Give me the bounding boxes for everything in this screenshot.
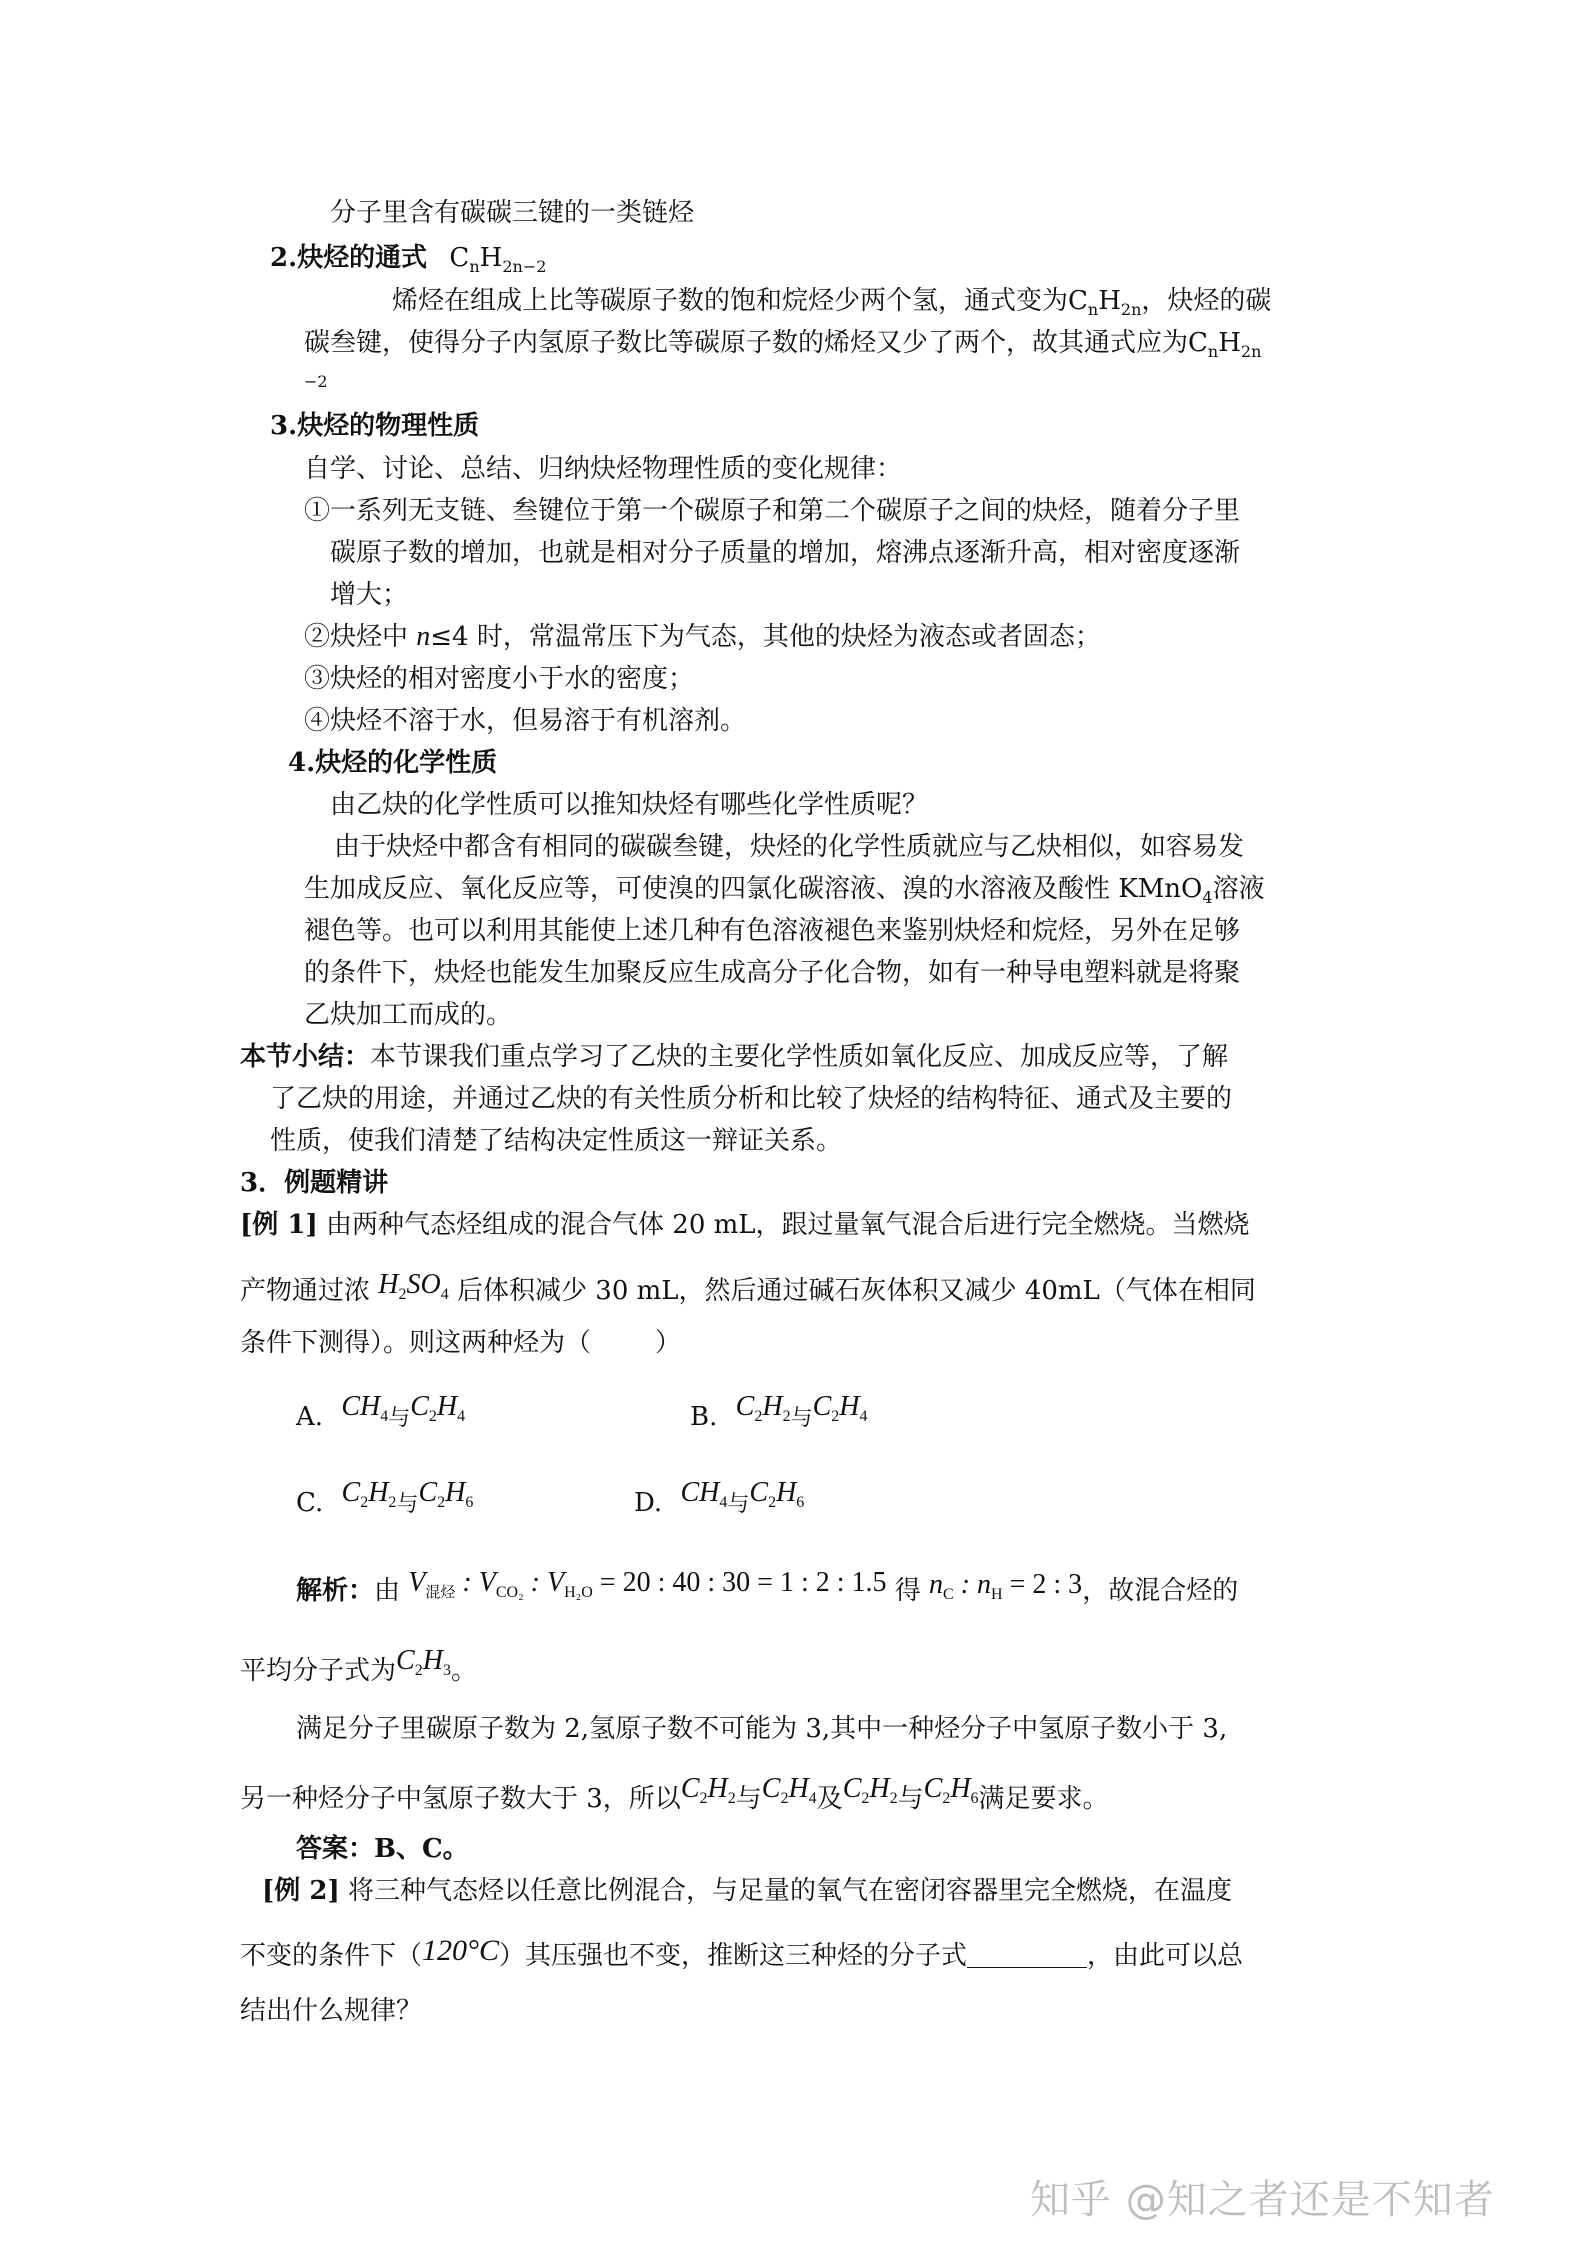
physical-item-1c: 增大；: [330, 580, 409, 610]
reasoning-line-2: 另一种烃分子中氢原子数大于 3，所以$C_2H_2$与$C_2H_4$及$C_2H_2$与$C_2H_6$满足要求。: [240, 1773, 1109, 1814]
answer-1: 答案：B、C。: [296, 1834, 469, 1864]
reasoning-line-1: 满足分子里碳原子数为 2,氢原子数不可能为 3,其中一种烃分子中氢原子数小于 3,: [296, 1714, 1228, 1744]
answer-blank: [967, 1943, 1087, 1968]
physical-item-1a: ①一系列无支链、叁键位于第一个碳原子和第二个碳原子之间的炔烃，随着分子里: [304, 496, 1241, 526]
summary-line-3: 性质，使我们清楚了结构决定性质这一辩证关系。: [270, 1126, 843, 1156]
option-a: A. $CH_4$与$C_2H_4$: [296, 1391, 466, 1432]
chemical-line-2: 生加成反应、氧化反应等，可使溴的四氯化碳溶液、溴的水溶液及酸性 KMnO$_4$溶液: [304, 874, 1265, 907]
heading-physical-properties: 3.炔烃的物理性质: [270, 411, 480, 441]
example-1-line-1: [例 1] 由两种气态烃组成的混合气体 20 mL，跟过量氧气混合后进行完全燃烧。当燃烧: [240, 1210, 1250, 1240]
option-d: D. $CH_4$与$C_2H_6$: [634, 1477, 805, 1518]
example-1-line-2: 产物通过浓 $H_2SO_4$ 后体积减少 30 mL，然后通过碱石灰体积又减少 40mL（气体在相同: [240, 1269, 1256, 1306]
summary-line-1: 本节小结：本节课我们重点学习了乙炔的主要化学性质如氧化反应、加成反应等，了解: [240, 1042, 1229, 1072]
example-1-label: [例 1]: [240, 1210, 318, 1240]
formula-paragraph-line-2: 碳叁键，使得分子内氢原子数比等碳原子数的烯烃又少了两个，故其通式应为$C_nH_{2n}$: [304, 328, 1262, 361]
example-2-line-3: 结出什么规律？: [240, 1996, 423, 2026]
physical-item-1b: 碳原子数的增加，也就是相对分子质量的增加，熔沸点逐渐升高，相对密度逐渐: [330, 538, 1241, 568]
formula-paragraph-line-3: −2: [304, 372, 328, 391]
physical-item-2: ②炔烃中 n≤4 时，常温常压下为气态，其他的炔烃为液态或者固态；: [304, 621, 1101, 652]
option-c: C. $C_2H_2$与$C_2H_6$: [296, 1477, 474, 1518]
physical-item-4: ④炔烃不溶于水，但易溶于有机溶剂。: [304, 706, 747, 736]
chemical-line-3: 褪色等。也可以利用其能使上述几种有色溶液褪色来鉴别炔烃和烷烃，另外在足够: [304, 916, 1241, 946]
example-2-line-2: 不变的条件下（120°C）其压强也不变，推断这三种烃的分子式 ，由此可以总: [240, 1934, 1244, 1971]
chemical-line-5: 乙炔加工而成的。: [304, 1000, 513, 1030]
example-2-line-1: [例 2] 将三种气态烃以任意比例混合，与足量的氧气在密闭容器里完全燃烧，在温度: [262, 1876, 1233, 1906]
analysis-label: 解析：: [296, 1576, 375, 1606]
physical-item-3: ③炔烃的相对密度小于水的密度；: [304, 664, 695, 694]
example-2-label: [例 2]: [262, 1876, 340, 1906]
chemical-line-4: 的条件下，炔烃也能发生加聚反应生成高分子化合物，如有一种导电塑料就是将聚: [304, 958, 1241, 988]
heading-chemical-properties: 4.炔烃的化学性质: [288, 748, 498, 778]
analysis-line: 解析：由 $V_{混烃}$ : $V_{CO_2}$ : $V_{H_2O} = 20$ : 40 : 30 = 1 : 2 : 1.5 得 $n_C$ : $n_H = 2$ : 3，故混合烃的: [296, 1567, 1239, 1606]
average-formula-line: 平均分子式为$C_2H_3$。: [240, 1645, 477, 1686]
heading-examples: 3．例题精讲: [240, 1168, 389, 1198]
example-1-line-3: 条件下测得）。则这两种烃为（ ）: [240, 1328, 682, 1358]
physical-intro: 自学、讨论、总结、归纳炔烃物理性质的变化规律：: [304, 454, 903, 484]
chemical-question: 由乙炔的化学性质可以推知炔烃有哪些化学性质呢？: [330, 790, 929, 820]
zhihu-watermark: 知乎 @知之者还是不知者: [1030, 2177, 1495, 2223]
alkyne-definition: 分子里含有碳碳三键的一类链烃: [330, 198, 695, 228]
formula-paragraph-line-1: 烯烃在组成上比等碳原子数的饱和烷烃少两个氢，通式变为$C_nH_{2n}$，炔烃的碳: [392, 286, 1272, 319]
summary-line-2: 了乙炔的用途，并通过乙炔的有关性质分析和比较了炔烃的结构特征、通式及主要的: [270, 1084, 1233, 1114]
formula-h2so4: $H_2SO_4$: [378, 1269, 449, 1303]
option-b: B. $C_2H_2$与$C_2H_4$: [690, 1391, 868, 1432]
summary-label: 本节小结：: [240, 1042, 371, 1072]
section-general-formula: [270, 241, 546, 284]
heading-general-formula: 2.炔烃的通式: [270, 243, 428, 273]
general-formula: $C_nH_{2n-2}$: [449, 243, 547, 276]
chemical-line-1: 由于炔烃中都含有相同的碳碳叁键，炔烃的化学性质就应与乙炔相似，如容易发: [334, 832, 1245, 862]
